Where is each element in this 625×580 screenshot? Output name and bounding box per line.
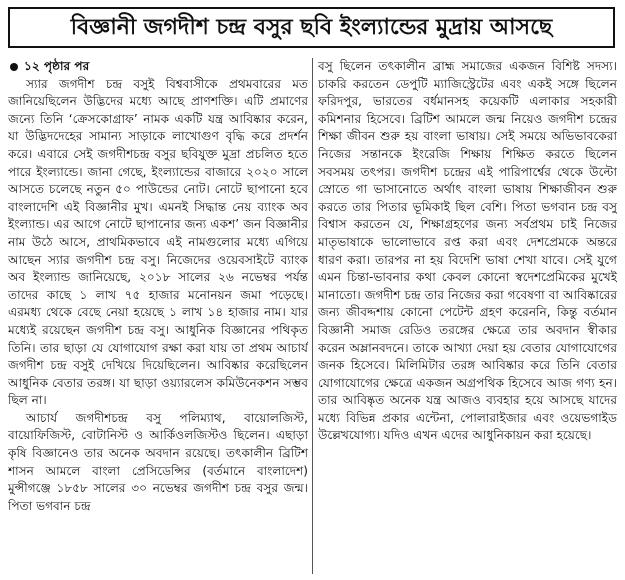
paragraph: আচার্য জগদীশচন্দ্র বসু পলিম্যাথ, বায়োলজিস্ট, বায়োফিজিস্ট, বোটানিস্ট ও আর্কিওলজিস্টও ছিলেন। এছাড়া কৃষি বিজ্ঞানেও তার অনেক অবদান রয়েছে। তৎকালীন ব্রিটিশ শাসন আমলে বাংলা প্রেসিডেন্সির (বর্তমানে বাংলাদেশ) মুন্সীগঞ্জে ১৮৫৮ সালের ৩০ নভেম্বর জগদীশ চন্দ্র বসুর জন্ম। পিতা ভগবান চন্দ্র bbox=[8, 410, 308, 513]
jump-line bbox=[8, 58, 308, 76]
paragraph: স্যার জগদীশ চন্দ্র বসুই বিশ্ববাসীকে প্রথমবারের মত জানিয়েছিলেন উদ্ভিদের মধ্যে আছে প্রাণশক্তি। এটি প্রমাণের জন্যে তিনি ‘ক্রেসকোগ্রাফ’ নামক একটি যন্ত্র আবিষ্কার করেন, যা উদ্ভিদদেহের সামান্য সাড়াকে লাখোগুণ বৃদ্ধি করে প্রদর্শন করে। এবারে সেই জগদীশচন্দ্র বসুর ছবিযুক্ত মুদ্রা প্রচলিত হতে পারে ইংল্যান্ডে। জানা গেছে, ইংল্যান্ডের বাজারে ২০২০ সালে আসতে চলেছে নতুন ৫০ পাউন্ডের নোট। নোটে ছাপানো হবে বাংলাদেশি এই বিজ্ঞানীর মুখ। এমনই সিদ্ধান্ত নেয় ব্যাংক অব ইংল্যান্ড। এর আগে নোটে ছাপানোর জন্য একশ’ জন বিজ্ঞানীর নাম উঠে আসে, প্রাথমিকভাবে এই নামগুলোর মধ্যে এগিয়ে আছেন স্যার জগদীশ চন্দ্র বসু। নিজেদের ওয়েবসাইটে ব্যাংক অব ইংল্যান্ড জানিয়েছে, ২০১৮ সালের ২৬ নভেম্বর পর্যন্ত তাদের কাছে ১ লাখ ৭৫ হাজার মনোনয়ন জমা পড়েছে। এরমধ্য থেকে বেছে নেয়া হয়েছে ১ লাখ ১৪ হাজার নাম। যার মধ্যেই রয়েছেন জগদীশ চন্দ্র বসু। আধুনিক বিজ্ঞানের পথিকৃত তিনি। তার ছাড়া যে যোগাযোগ রক্ষা করা যায় তা প্রথম আচার্য জগদীশ চন্দ্র বসুই দেখিয়ে দিয়েছিলেন। আবিষ্কার করেছিলেন আধুনিক বেতার তরঙ্গ। যা ছাড়া ওয়্যারলেস কমিউনেকশন সম্ভব ছিল না। bbox=[8, 76, 308, 408]
left-column bbox=[8, 58, 308, 574]
jump-line-text: ১২ পৃষ্ঠার পর bbox=[24, 59, 90, 73]
headline: বিজ্ঞানী জগদীশ চন্দ্র বসুর ছবি ইংল্যান্ডের মুদ্রায় আসছে bbox=[70, 14, 553, 40]
paragraph: বসু ছিলেন তৎকালীন ব্রাহ্ম সমাজের একজন বিশিষ্ট সদস্য। চাকরি করতেন ডেপুটি ম্যাজিস্ট্রেটের এবং একই সঙ্গে ছিলেন ফরিদপুর, ভারতের বর্ধমানসহ কয়েকটি এলাকার সহকারী কমিশনার হিসেবে। ব্রিটিশ আমলে জন্ম নিয়েও জগদীশ চন্দ্রের শিক্ষা জীবন শুরু হয় বাংলা ভাষায়। সেই সময়ে অভিভাবকেরা নিজের সন্তানকে ইংরেজি শিক্ষায় শিক্ষিত করতে ছিলেন সবসময় তৎপর। জগদীশ চন্দ্রের এই পারিপার্শ্বের থেকে উল্টো স্রোতে গা ভাসানোতে অর্থাৎ বাংলা ভাষায় শিক্ষাজীবন শুরু করতে তার পিতার ভূমিকাই ছিল বেশি। পিতা ভগবান চন্দ্র বসু বিশ্বাস করতেন যে, শিক্ষাগ্রহণের জন্য সর্বপ্রথম চাই নিজের মাতৃভাষাকে ভালোভাবে রপ্ত করা এবং দেশপ্রেমকে অন্তরে ধারণ করা। তারপর না হয় বিদেশি ভাষা শেখা যাবে। সেই যুগে এমন চিন্তা-ভাবনার কথা কেবল কোনো স্বদেশপ্রেমিকের মুখেই মানাতো। জগদীশ চন্দ্র তার নিজের করা গবেষণা বা আবিষ্কারের জন্য জীবদ্দশায় কোনো পেটেন্ট গ্রহণ করেননি, কিন্তু বর্তমান বিজ্ঞানী সমাজ রেডিও তরঙ্গের ক্ষেত্রে তার অবদান স্বীকার করেন অম্লানবদনে। তাকে আখ্যা দেয়া হয় বেতার যোগাযোগের জনক হিসেবে। মিলিমিটার তরঙ্গ আবিষ্কার করে তিনি বেতার যোগাযোগের ক্ষেত্রে একজন অগ্রপথিক হিসেবে আজ গণ্য হন। তার আবিষ্কৃত অনেক যন্ত্র আজও ব্যবহার হয়ে আসছে যাদের মধ্যে বিভিন্ন প্রকার এন্টেনা, পোলারাইজার এবং ওয়েভগাইড উল্লেখযোগ্য। যদিও এখন এদের আধুনিকায়ন করা হয়েছে। bbox=[318, 59, 617, 443]
right-column bbox=[318, 58, 617, 574]
headline-box bbox=[8, 7, 615, 48]
bullet-icon bbox=[10, 63, 18, 71]
column-divider bbox=[312, 58, 313, 574]
